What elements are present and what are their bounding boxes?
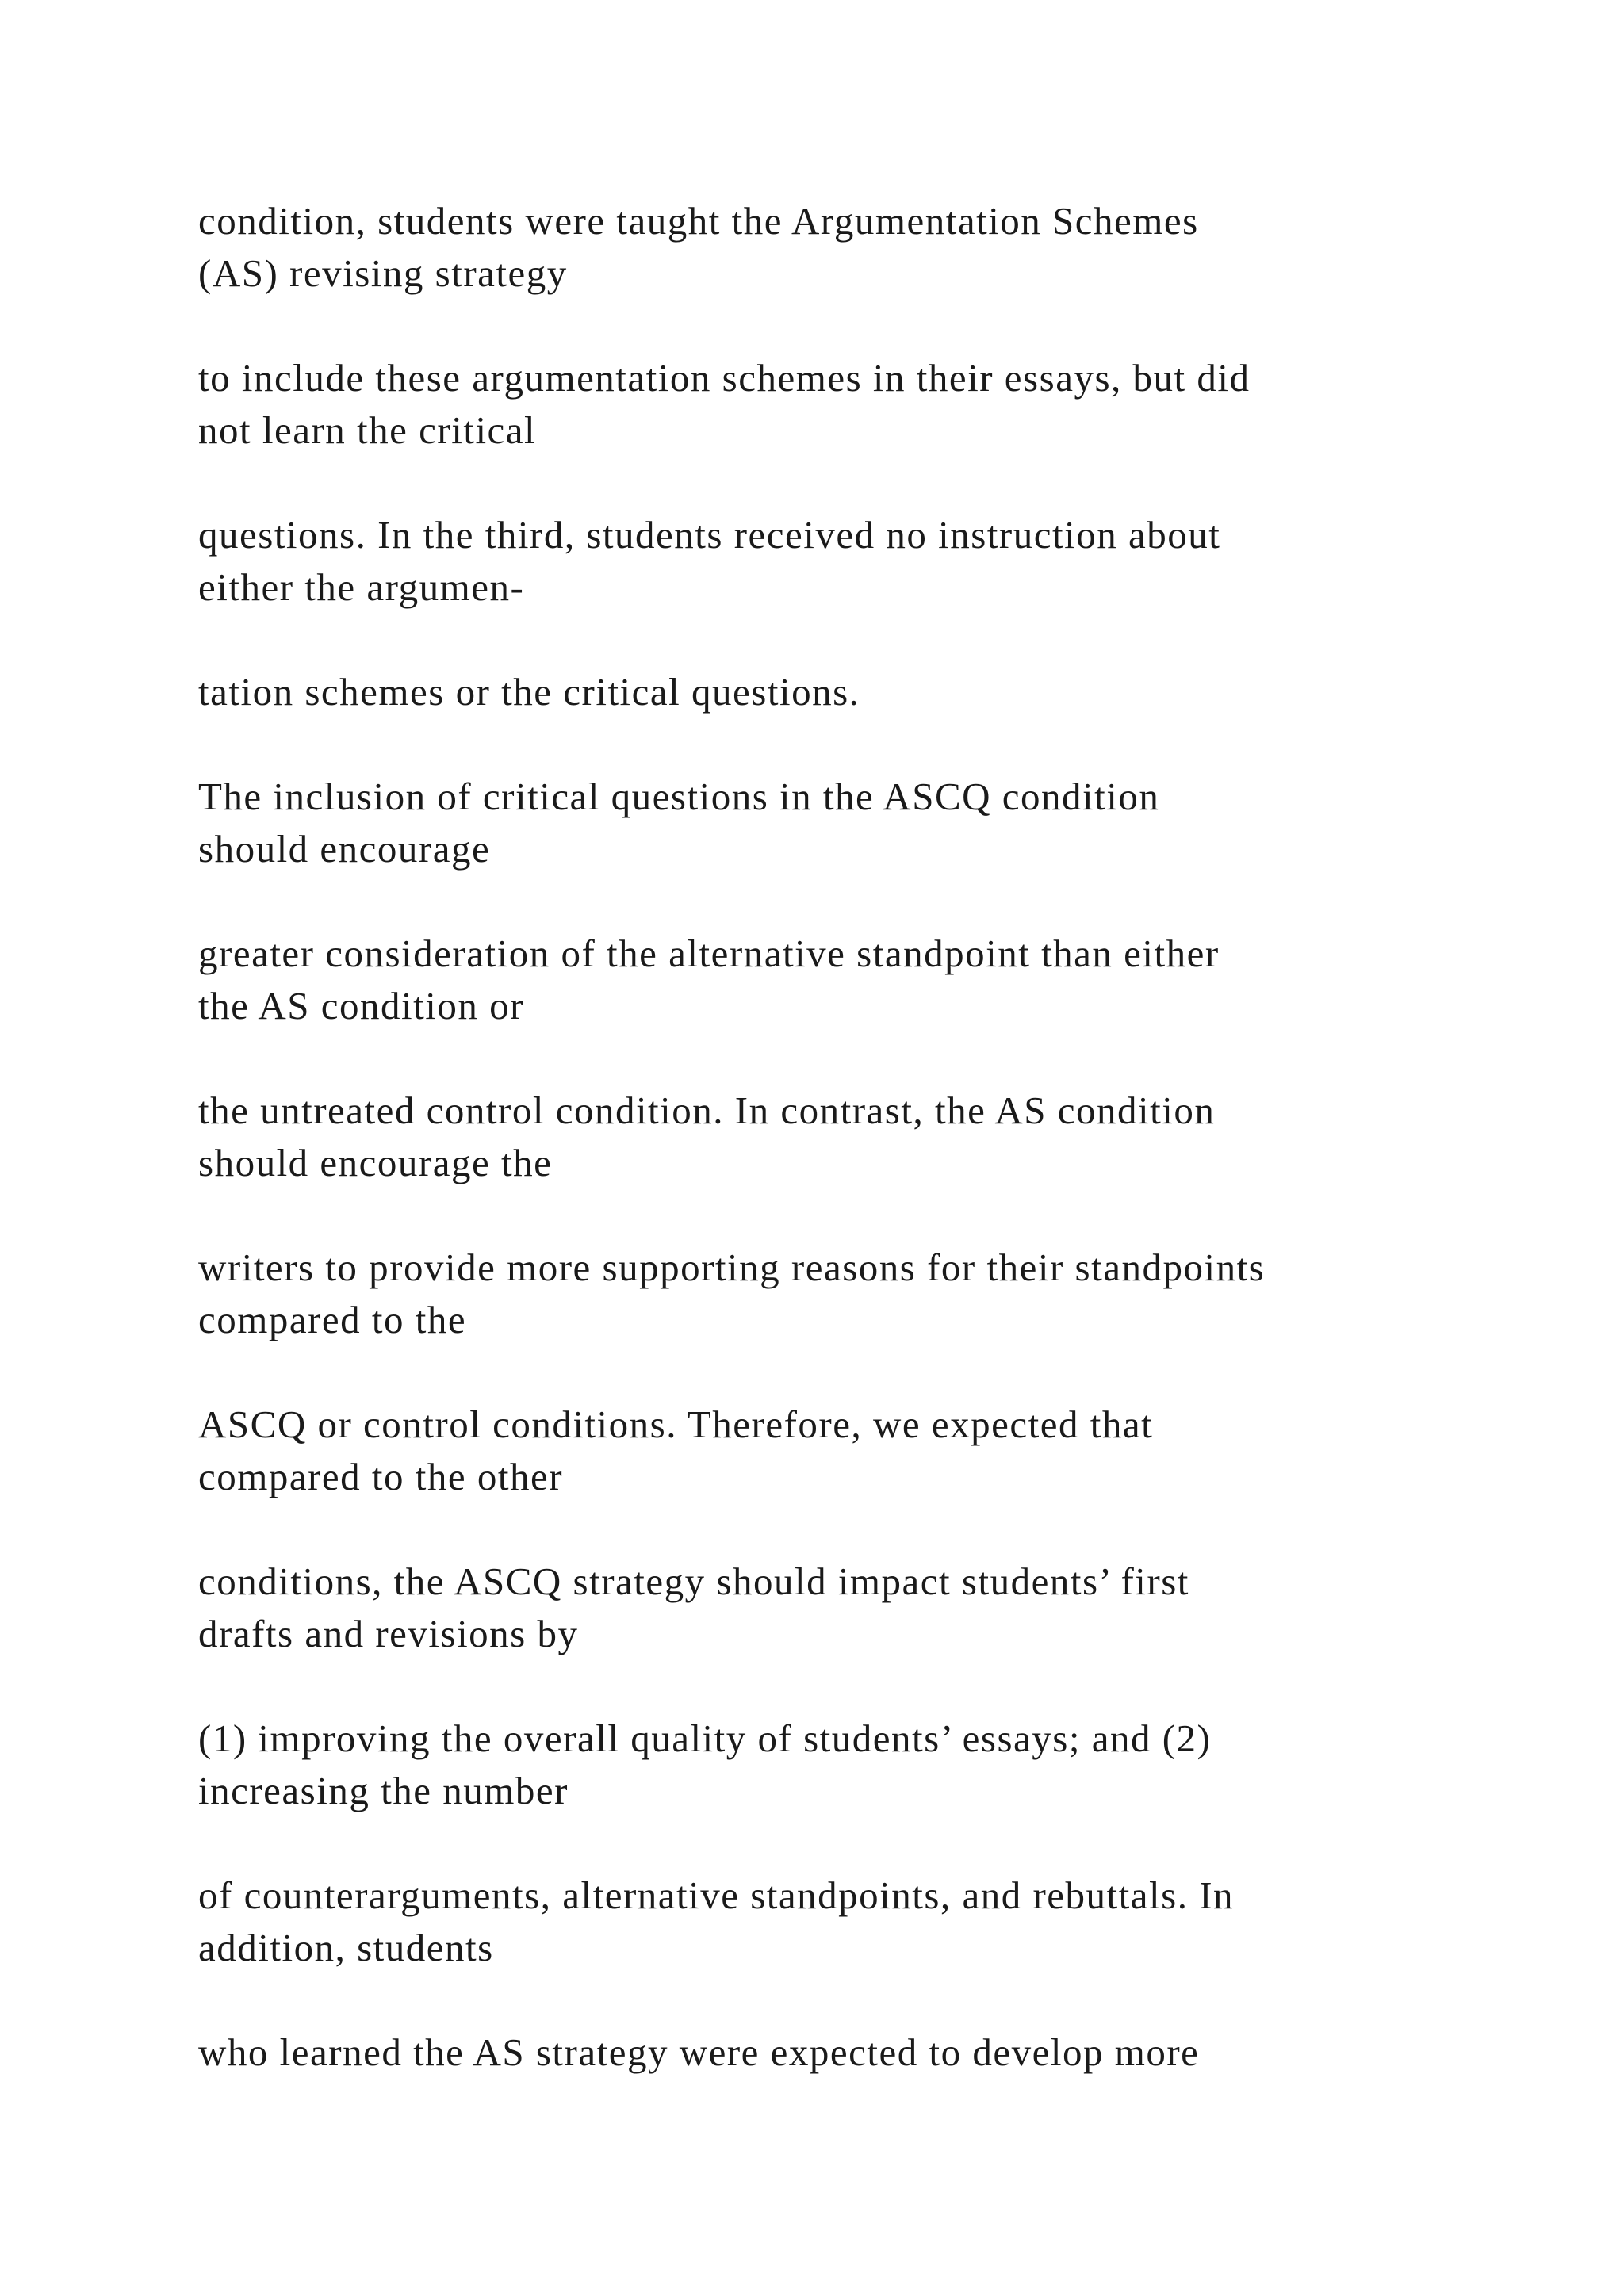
text-line: tation schemes or the critical questions.	[198, 670, 860, 714]
text-line: of counterarguments, alternative standpoints, and rebuttals. In	[198, 1873, 1235, 1917]
text-line: not learn the critical	[198, 408, 537, 452]
text-line: the untreated control condition. In contrast, the AS condition	[198, 1089, 1216, 1132]
paragraph-9	[198, 1399, 1483, 1503]
text-line: should encourage	[198, 827, 491, 871]
text-line: greater consideration of the alternative standpoint than either	[198, 932, 1220, 975]
text-line: the AS condition or	[198, 984, 524, 1027]
paragraph-3	[198, 509, 1483, 614]
paragraph-7	[198, 1085, 1483, 1189]
paragraph-6	[198, 928, 1483, 1032]
paragraph-11	[198, 1712, 1483, 1817]
body-text	[198, 195, 1483, 2131]
text-line: addition, students	[198, 1926, 494, 1969]
paragraph-2	[198, 352, 1483, 457]
paragraph-8	[198, 1242, 1483, 1346]
text-line: (AS) revising strategy	[198, 251, 568, 295]
text-line: ASCQ or control conditions. Therefore, we expected that	[198, 1402, 1154, 1446]
paragraph-5	[198, 771, 1483, 875]
text-line: condition, students were taught the Argumentation Schemes	[198, 199, 1199, 243]
text-line: either the argumen-	[198, 565, 525, 609]
text-line: should encourage the	[198, 1141, 553, 1184]
text-line: who learned the AS strategy were expected to develop more	[198, 2030, 1200, 2074]
text-line: to include these argumentation schemes in their essays, but did	[198, 356, 1251, 400]
paragraph-13	[198, 2026, 1483, 2079]
text-line: questions. In the third, students received no instruction about	[198, 513, 1221, 557]
text-line: increasing the number	[198, 1769, 569, 1812]
paragraph-4	[198, 666, 1483, 718]
text-line: compared to the	[198, 1298, 467, 1341]
text-line: (1) improving the overall quality of students’ essays; and (2)	[198, 1716, 1212, 1760]
text-line: writers to provide more supporting reasons for their standpoints	[198, 1246, 1266, 1289]
text-line: The inclusion of critical questions in the ASCQ condition	[198, 775, 1160, 818]
text-line: drafts and revisions by	[198, 1612, 579, 1655]
paragraph-12	[198, 1869, 1483, 1974]
text-line: conditions, the ASCQ strategy should impact students’ first	[198, 1559, 1189, 1603]
text-line: compared to the other	[198, 1455, 564, 1498]
paragraph-1	[198, 195, 1483, 300]
paragraph-10	[198, 1556, 1483, 1660]
